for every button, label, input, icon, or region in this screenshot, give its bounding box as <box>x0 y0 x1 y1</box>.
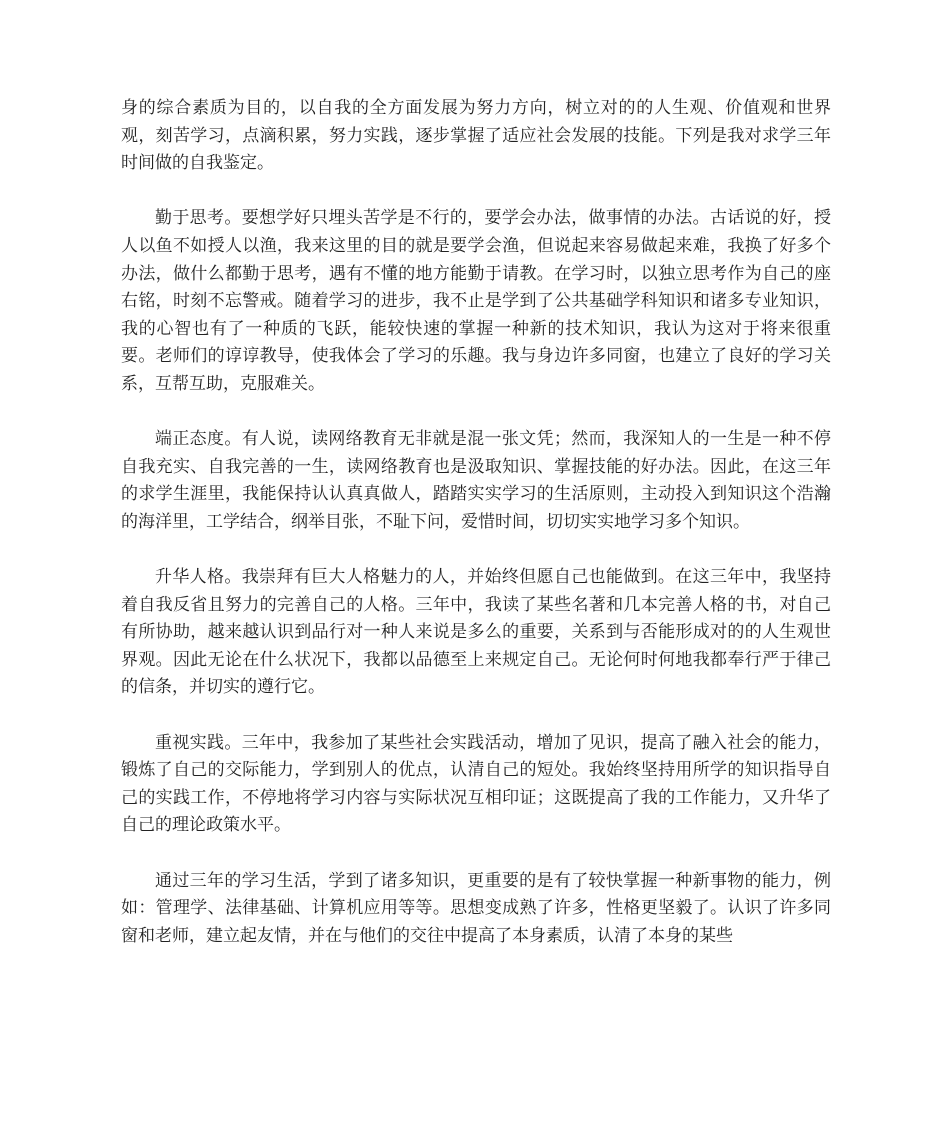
paragraph-character: 升华人格。我崇拜有巨大人格魅力的人，并始终但愿自己也能做到。在这三年中，我坚持着自我反省且努力的完善自己的人格。三年中，我读了某些名著和几本完善人格的书，对自己有所协助，越来越认识到品行对一种人来说是多么的重要，关系到与否能形成对的的人生观世界观。因此无论在什么状况下，我都以品德至上来规定自己。无论何时何地我都奉行严于律己的信条，并切实的遵行它。 <box>121 567 831 698</box>
paragraph-attitude: 端正态度。有人说，读网络教育无非就是混一张文凭；然而，我深知人的一生是一种不停自我充实、自我完善的一生，读网络教育也是汲取知识、掌握技能的好办法。因此，在这三年的求学生涯里，我能保持认认真真做人，踏踏实实学习的生活原则，主动投入到知识这个浩瀚的海洋里，工学结合，纲举目张，不耻下问，爱惜时间，切切实实地学习多个知识。 <box>121 429 831 532</box>
paragraph-thinking: 勤于思考。要想学好只埋头苦学是不行的，要学会办法，做事情的办法。古话说的好，授人以鱼不如授人以渔，我来这里的目的就是要学会渔，但说起来容易做起来难，我换了好多个办法，做什么都勤于思考，遇有不懂的地方能勤于请教。在学习时，以独立思考作为自己的座右铭，时刻不忘警戒。随着学习的进步，我不止是学到了公共基础学科知识和诸多专业知识，我的心智也有了一种质的飞跃，能较快速的掌握一种新的技术知识，我认为这对于将来很重要。老师们的谆谆教导，使我体会了学习的乐趣。我与身边许多同窗，也建立了良好的学习关系，互帮互助，克服难关。 <box>121 208 831 394</box>
paragraph-practice: 重视实践。三年中，我参加了某些社会实践活动，增加了见识，提高了融入社会的能力，锻炼了自己的交际能力，学到别人的优点，认清自己的短处。我始终坚持用所学的知识指导自己的实践工作，不停地将学习内容与实际状况互相印证；这既提高了我的工作能力，又升华了自己的理论政策水平。 <box>121 732 831 836</box>
document-page <box>121 95 831 978</box>
paragraph-intro: 身的综合素质为目的，以自我的全方面发展为努力方向，树立对的的人生观、价值观和世界观，刻苦学习，点滴积累，努力实践，逐步掌握了适应社会发展的技能。下列是我对求学三年时间做的自我鉴定。 <box>121 98 831 174</box>
paragraph-summary: 通过三年的学习生活，学到了诸多知识，更重要的是有了较快掌握一种新事物的能力，例如：管理学、法律基础、计算机应用等等。思想变成熟了许多，性格更坚毅了。认识了许多同窗和老师，建立起友情，并在与他们的交往中提高了本身素质，认清了本身的某些 <box>121 870 831 946</box>
